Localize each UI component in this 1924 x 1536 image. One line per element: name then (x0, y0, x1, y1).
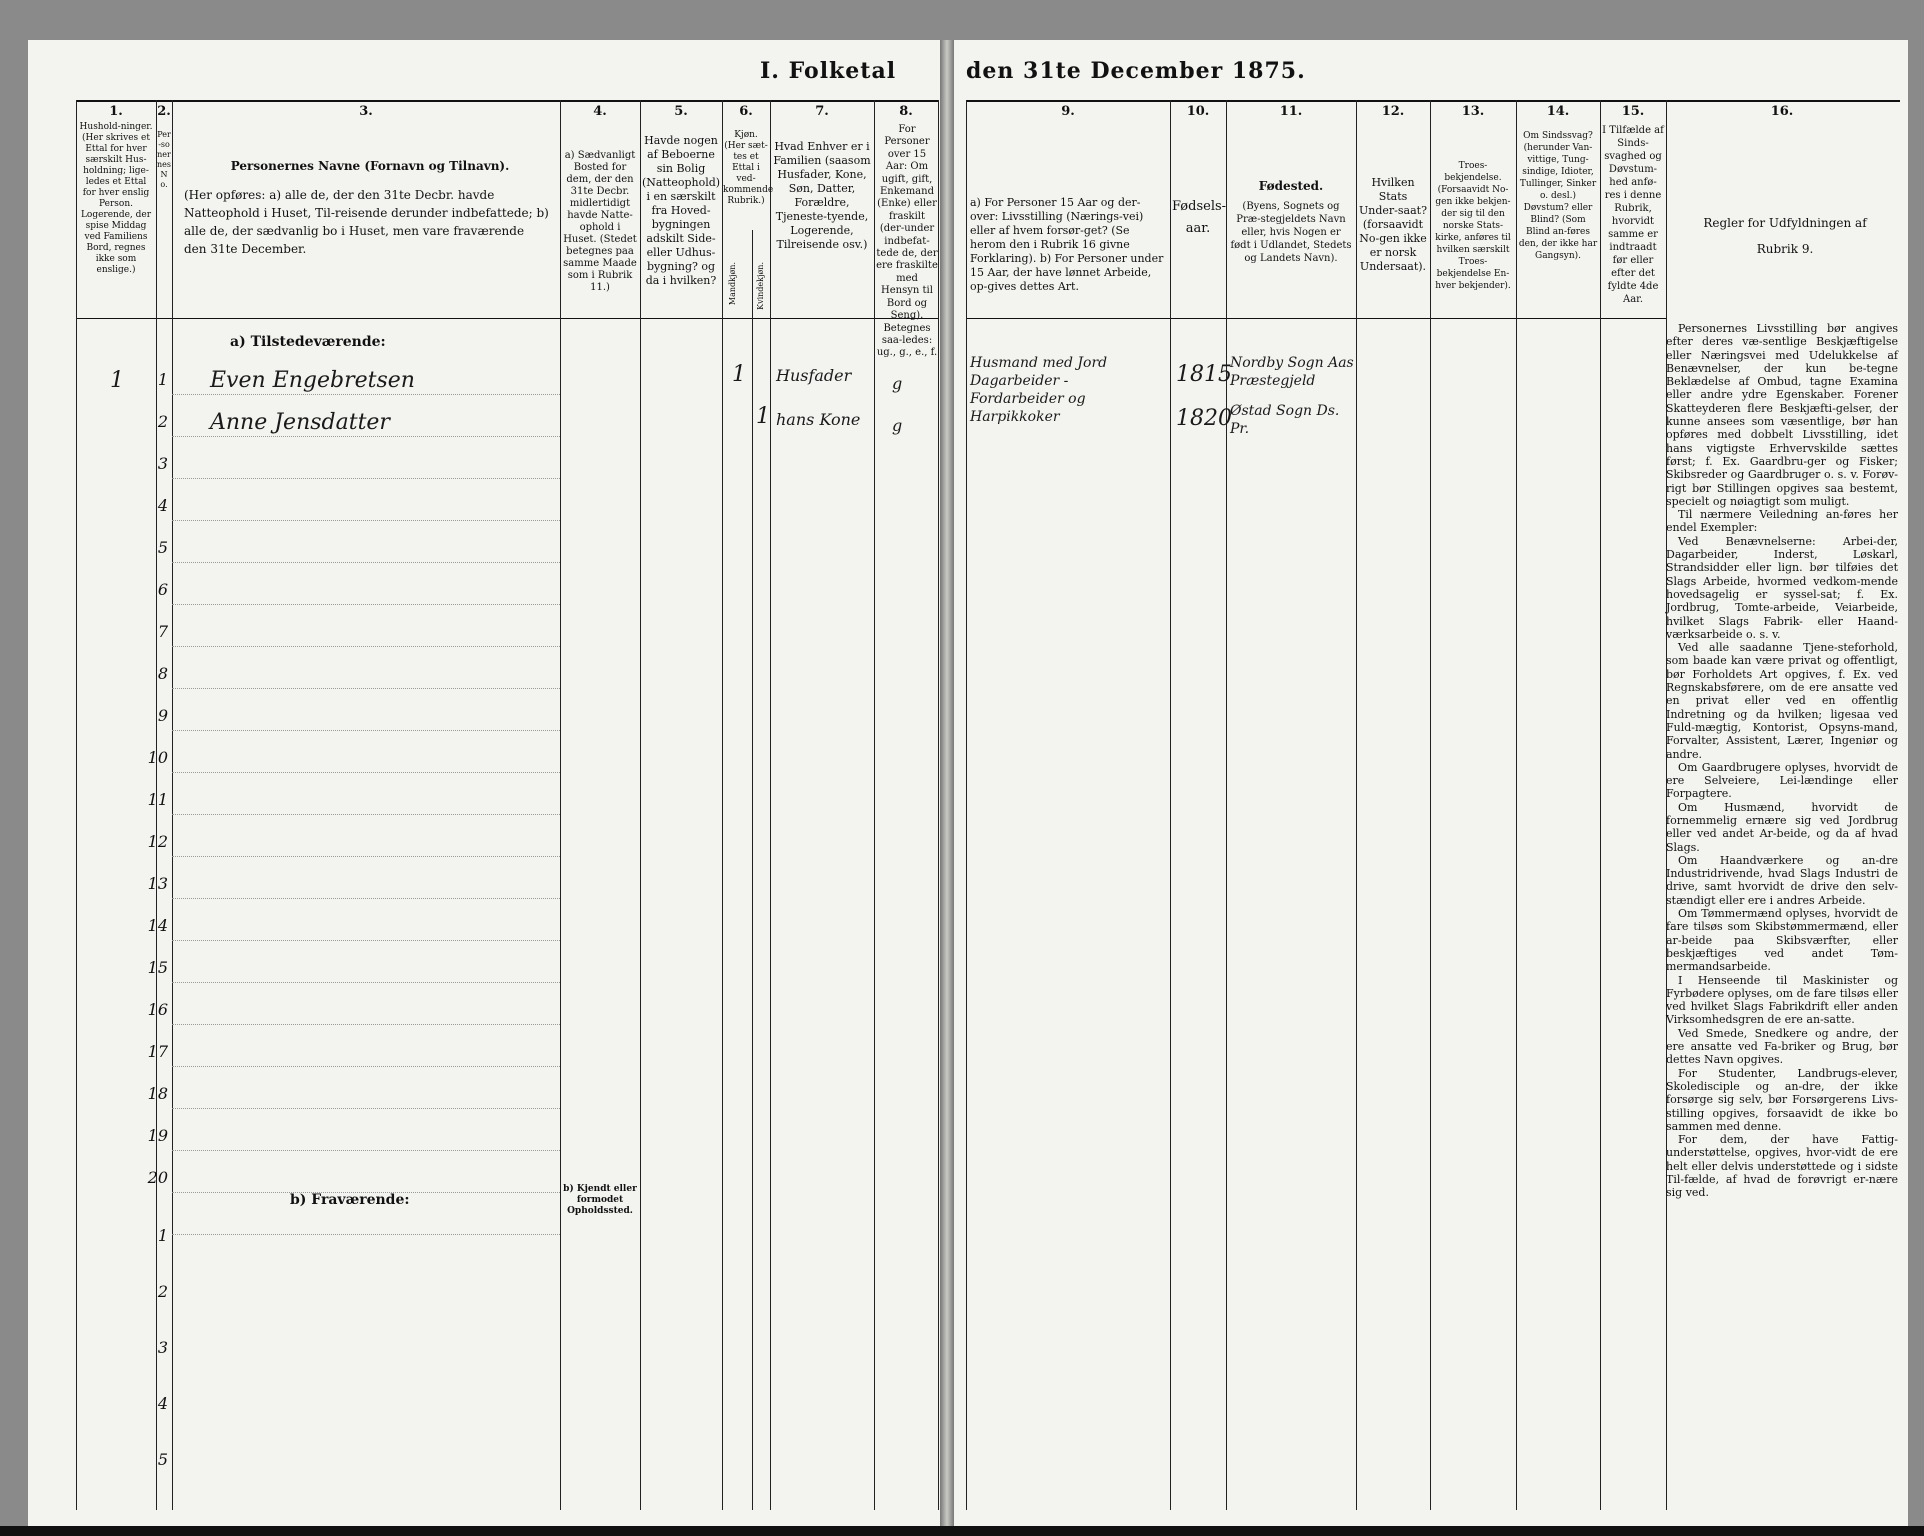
rules-paragraph: Ved alle saadanne Tjene-steforhold, som baade kan være privat og offentligt, bør Forholdets Art opgives, f. Ex. ved Regnskabsførere, om de ere ansatte ved en privat eller ved en offentlig Indretning og da hvilken; ligesaa ved Fuld-mægtig, Kontorist, Opsyns-mand, Forvalter, Assistent, Lærer, Ingeniør og andre. (1666, 641, 1898, 761)
top-rule-right (966, 100, 1900, 102)
rules-paragraph: Til nærmere Veiledning an-føres her endel Exempler: (1666, 508, 1898, 535)
row-number: 6 (157, 580, 168, 599)
row-number: 1 (157, 370, 168, 389)
row-number-absent: 1 (157, 1226, 168, 1245)
col-header-3-title: Personernes Navne (Fornavn og Tilnavn). (230, 159, 510, 173)
person-2-name: Anne Jensdatter (210, 410, 390, 435)
row-number-absent: 3 (157, 1338, 168, 1357)
top-rule-left (76, 100, 938, 102)
col-header-1: Hushold-ninger. (Her skrives et Ettal for hver særskilt Hus-holdning; lige-ledes et Ettal for hver enslig Person. Logerende, der spise Middag ved Familiens Bord, regnes ikke som enslige.) (79, 122, 153, 275)
col-num-8: 8. (899, 104, 913, 119)
col-header-5: Havde nogen af Beboerne sin Bolig (Natteophold) i en særskilt fra Hoved-bygningen adskilt Side-eller Udhus-bygning? og da i hvilken? (642, 134, 721, 287)
col-header-3: (Her opføres: a) alle de, der den 31te Decbr. havde Natteophold i Huset, Til-reisende derunder indbefattede; b) alle de, der sædvanlig bo i Huset, men vare fraværende den 31te December. (184, 188, 549, 256)
col-line (966, 100, 967, 1510)
person-1-marital: g (892, 374, 903, 393)
col-num-15: 15. (1621, 104, 1645, 119)
col-num-3: 3. (359, 104, 373, 119)
person-1-male: 1 (732, 362, 746, 387)
col-header-6-female: Kvindekjøn. (756, 262, 765, 310)
row-rule (172, 898, 560, 899)
scan-edge (0, 1526, 1924, 1536)
row-rule (172, 814, 560, 815)
row-number: 5 (157, 538, 168, 557)
rules-paragraph: For Studenter, Landbrugs-elever, Skoledisciple og an-dre, der ikke forsørge sig selv, bør Forsørgerens Livs-stilling opgives, forsaavidt de ikke bo sammen med denne. (1666, 1066, 1898, 1133)
col-header-7: Hvad Enhver er i Familien (saasom Husfader, Kone, Søn, Datter, Forældre, Tjeneste-tyende, Logerende, Tilreisende osv.) (773, 140, 871, 251)
absent-place-header: b) Kjendt eller formodet Opholdssted. (563, 1184, 637, 1216)
row-rule (172, 520, 560, 521)
section-present: a) Tilstedeværende: (230, 334, 386, 350)
col-header-6: Kjøn. (Her sæt-tes et Ettal i ved-kommende Rubrik.) (723, 130, 774, 206)
col-num-5: 5. (674, 104, 688, 119)
row-rule (172, 562, 560, 563)
row-number: 17 (147, 1042, 168, 1061)
row-number: 12 (147, 832, 168, 851)
person-2-birth-year: 1820 (1176, 406, 1232, 431)
rules-paragraph: Ved Smede, Snedkere og andre, der ere ansatte ved Fa-briker og Brug, bør dettes Navn opgives. (1666, 1026, 1898, 1067)
row-rule (172, 1192, 560, 1193)
person-1-role: Husfader (776, 366, 852, 385)
col-num-12: 12. (1381, 104, 1405, 119)
col-num-6: 6. (739, 104, 753, 119)
rules-paragraph: I Henseende til Maskinister og Fyrbødere oplyses, om de fare tilsøs eller ved hvilket Slags Fabrikdrift eller anden Virksomhedsgren de ere an-satte. (1666, 973, 1898, 1027)
row-number: 10 (147, 748, 168, 767)
row-number: 2 (157, 412, 168, 431)
person-2-female: 1 (756, 404, 770, 429)
row-number: 16 (147, 1000, 168, 1019)
row-rule (172, 772, 560, 773)
row-rule (172, 940, 560, 941)
row-rule (172, 1150, 560, 1151)
row-rule (172, 436, 560, 437)
person-1-name: Even Engebretsen (210, 368, 415, 393)
col-num-7: 7. (815, 104, 829, 119)
title-left: I. Folketal (760, 58, 897, 84)
col-line (722, 100, 723, 1510)
person-2-marital: g (892, 416, 903, 435)
col-line (640, 100, 641, 1510)
row-rule (172, 646, 560, 647)
person-1-occupation: Husmand med Jord Dagarbeider - Fordarbeider og Harpikkoker (970, 355, 1108, 425)
row-number: 11 (147, 790, 168, 809)
col-line (1430, 100, 1431, 1510)
row-number: 9 (157, 706, 168, 725)
row-number: 3 (157, 454, 168, 473)
col-line (1600, 100, 1601, 1510)
row-rule (172, 1108, 560, 1109)
row-rule (172, 730, 560, 731)
row-rule (172, 1234, 560, 1235)
row-number: 19 (147, 1126, 168, 1145)
row-number: 14 (147, 916, 168, 935)
person-2-birthplace: Østad Sogn Ds. Pr. (1230, 403, 1340, 437)
col-header-14: Om Sindssvag? (herunder Van-vittige, Tung-sindige, Idioter, Tullinger, Sinker o. desl.) Døvstum? eller Blind? (Som Blind an-føres den, der ikke har Gangsyn). (1518, 131, 1598, 261)
col-num-4: 4. (593, 104, 607, 119)
row-number: 8 (157, 664, 168, 683)
row-rule (172, 394, 560, 395)
col-num-2: 2. (157, 104, 171, 119)
col-header-4: a) Sædvanligt Bosted for dem, der den 31te Decbr. midlertidigt havde Natte-ophold i Huset. (Stedet betegnes paa samme Maade som i Rubrik 11.) (563, 150, 637, 293)
row-rule (172, 982, 560, 983)
col-line (938, 100, 939, 1510)
row-number-absent: 5 (157, 1450, 168, 1469)
col-header-10: Fødsels-aar. (1172, 199, 1227, 236)
row-number: 20 (147, 1168, 168, 1187)
row-rule (172, 856, 560, 857)
row-rule (172, 478, 560, 479)
row-number: 7 (157, 622, 168, 641)
col-num-10: 10. (1186, 104, 1210, 119)
col-header-16: Regler for Udfyldningen af Rubrik 9. (1703, 216, 1867, 256)
rules-paragraph: Ved Benævnelserne: Arbei-der, Dagarbeider, Inderst, Løskarl, Strandsidder eller lign. bør tilføies det Slags Arbeide, hvormed vedkom-mende hovedsagelig er syssel-sat; f. Ex. Jordbrug, Tomte-arbeide, Veiarbeide, hvilket Slags Fabrik- eller Haand-værksarbeide o. s. v. (1666, 534, 1898, 641)
col-line (770, 100, 771, 1510)
header-rule-left (76, 318, 938, 319)
col-line (1356, 100, 1357, 1510)
col-num-16: 16. (1770, 104, 1794, 119)
col-num-9: 9. (1061, 104, 1075, 119)
rules-paragraph: Om Husmænd, hvorvidt de fornemmelig ernære sig ved Jordbrug eller ved andet Ar-beide, og da af hvad Slags. (1666, 800, 1898, 854)
col-line (1516, 100, 1517, 1510)
row-number-absent: 2 (157, 1282, 168, 1301)
row-rule (172, 604, 560, 605)
row-number: 13 (147, 874, 168, 893)
row-rule (172, 688, 560, 689)
row-rule (172, 1066, 560, 1067)
col-header-12: Hvilken Stats Under-saat? (forsaavidt No-gen ikke er norsk Undersaat). (1359, 176, 1427, 273)
col-line (1170, 100, 1171, 1510)
title-right: den 31te December 1875. (966, 58, 1306, 84)
row-number-absent: 4 (157, 1394, 168, 1413)
col-header-8: For Personer over 15 Aar: Om ugift, gift, Enkemand (Enke) eller fraskilt (der-under indbefat-tede de, der ere fraskilte med Hensyn til Bord og Seng). Betegnes saa-ledes: ug., g., e., f. (876, 124, 938, 359)
col-header-6-male: Mandkjøn. (728, 262, 737, 306)
col-line (76, 100, 77, 1510)
rules-paragraph: Om Haandværkere og an-dre Industridrivende, hvad Slags Industri de drive, samt hvorvidt de drive den selv-stændigt eller ere i andres Arbeide. (1666, 853, 1898, 907)
section-absent: b) Fraværende: (290, 1192, 410, 1208)
person-1-birth-year: 1815 (1176, 362, 1232, 387)
col-line (1226, 100, 1227, 1510)
row-number: 15 (147, 958, 168, 977)
row-rule (172, 1024, 560, 1025)
col-line (172, 100, 173, 1510)
col-header-9: a) For Personer 15 Aar og der-over: Livsstilling (Nærings-vei) eller af hvem forsør-get? (Se herom den i Rubrik 16 givne Forklaring). b) For Personer under 15 Aar, der have lønnet Arbeide, op-gives dettes Art. (970, 196, 1164, 293)
col-header-13: Troes-bekjendelse. (Forsaavidt No-gen ikke bekjen-der sig til den norske Stats-kirke, anføres til hvilken særskilt Troes-bekjendelse En-hver bekjender). (1435, 161, 1511, 291)
rules-paragraph: Om Gaardbrugere oplyses, hvorvidt de ere Selveiere, Lei-lændinge eller Forpagtere. (1666, 760, 1898, 801)
col-num-11: 11. (1279, 104, 1303, 119)
rules-paragraph: Om Tømmermænd oplyses, hvorvidt de fare tilsøs som Skibstømmermænd, eller ar-beide paa Skibsværfter, eller beskjæftiges ved andet Tøm-mermandsarbeide. (1666, 907, 1898, 974)
person-1-birthplace: Nordby Sogn Aas Præstegjeld (1230, 355, 1354, 389)
col-line (874, 100, 875, 1510)
col-header-11: (Byens, Sognets og Præ-stegjeldets Navn eller, hvis Nogen er født i Udlandet, Stedets og Landets Navn). (1230, 201, 1352, 264)
col-line (752, 230, 753, 1510)
row-number: 4 (157, 496, 168, 515)
household-mark: 1 (110, 368, 124, 393)
rules-paragraph: Personernes Livsstilling bør angives efter deres væ-sentlige Beskjæftigelse eller Næringsvei med Udelukkelse af Benævnelser, der kun be-tegne Beklædelse af Ombud, tagne Examina eller andre ydre Egenskaber. Forener Skatteyderen flere Beskjæfti-gelser, der kunne ansees som væsentlige, bør han opføres med dobbelt Livsstilling, idet hans vigtigste Erhvervskilde sættes først; f. Ex. Gaardbru-ger og Fisker; Skibsreder og Gaardbruger o. s. v. Forøv-rigt bør Stillingen opgives saa bestemt, specielt og nøiagtigt som muligt. (1666, 322, 1898, 508)
col-num-1: 1. (109, 104, 123, 119)
col-num-14: 14. (1546, 104, 1570, 119)
col-header-15: I Tilfælde af Sinds-svaghed og Døvstum-hed anfø-res i denne Rubrik, hvorvidt samme er indtraadt før eller efter det fyldte 4de Aar. (1602, 125, 1664, 305)
col-header-2: Per-sonernes No. (157, 130, 171, 189)
book-gutter (940, 40, 954, 1526)
col-num-13: 13. (1461, 104, 1485, 119)
person-2-role: hans Kone (776, 410, 861, 429)
rules-paragraph: For dem, der have Fattig-understøttelse, opgives, hvor-vidt de ere helt eller delvis understøttede og i sidste Til-fælde, af hvad de forøvrigt er-nære sig ved. (1666, 1133, 1898, 1200)
header-rule-right (966, 318, 1666, 319)
rules-text (1666, 322, 1898, 1200)
col-header-11-title: Fødested. (1258, 179, 1324, 193)
row-number: 18 (147, 1084, 168, 1103)
col-line (560, 100, 561, 1510)
